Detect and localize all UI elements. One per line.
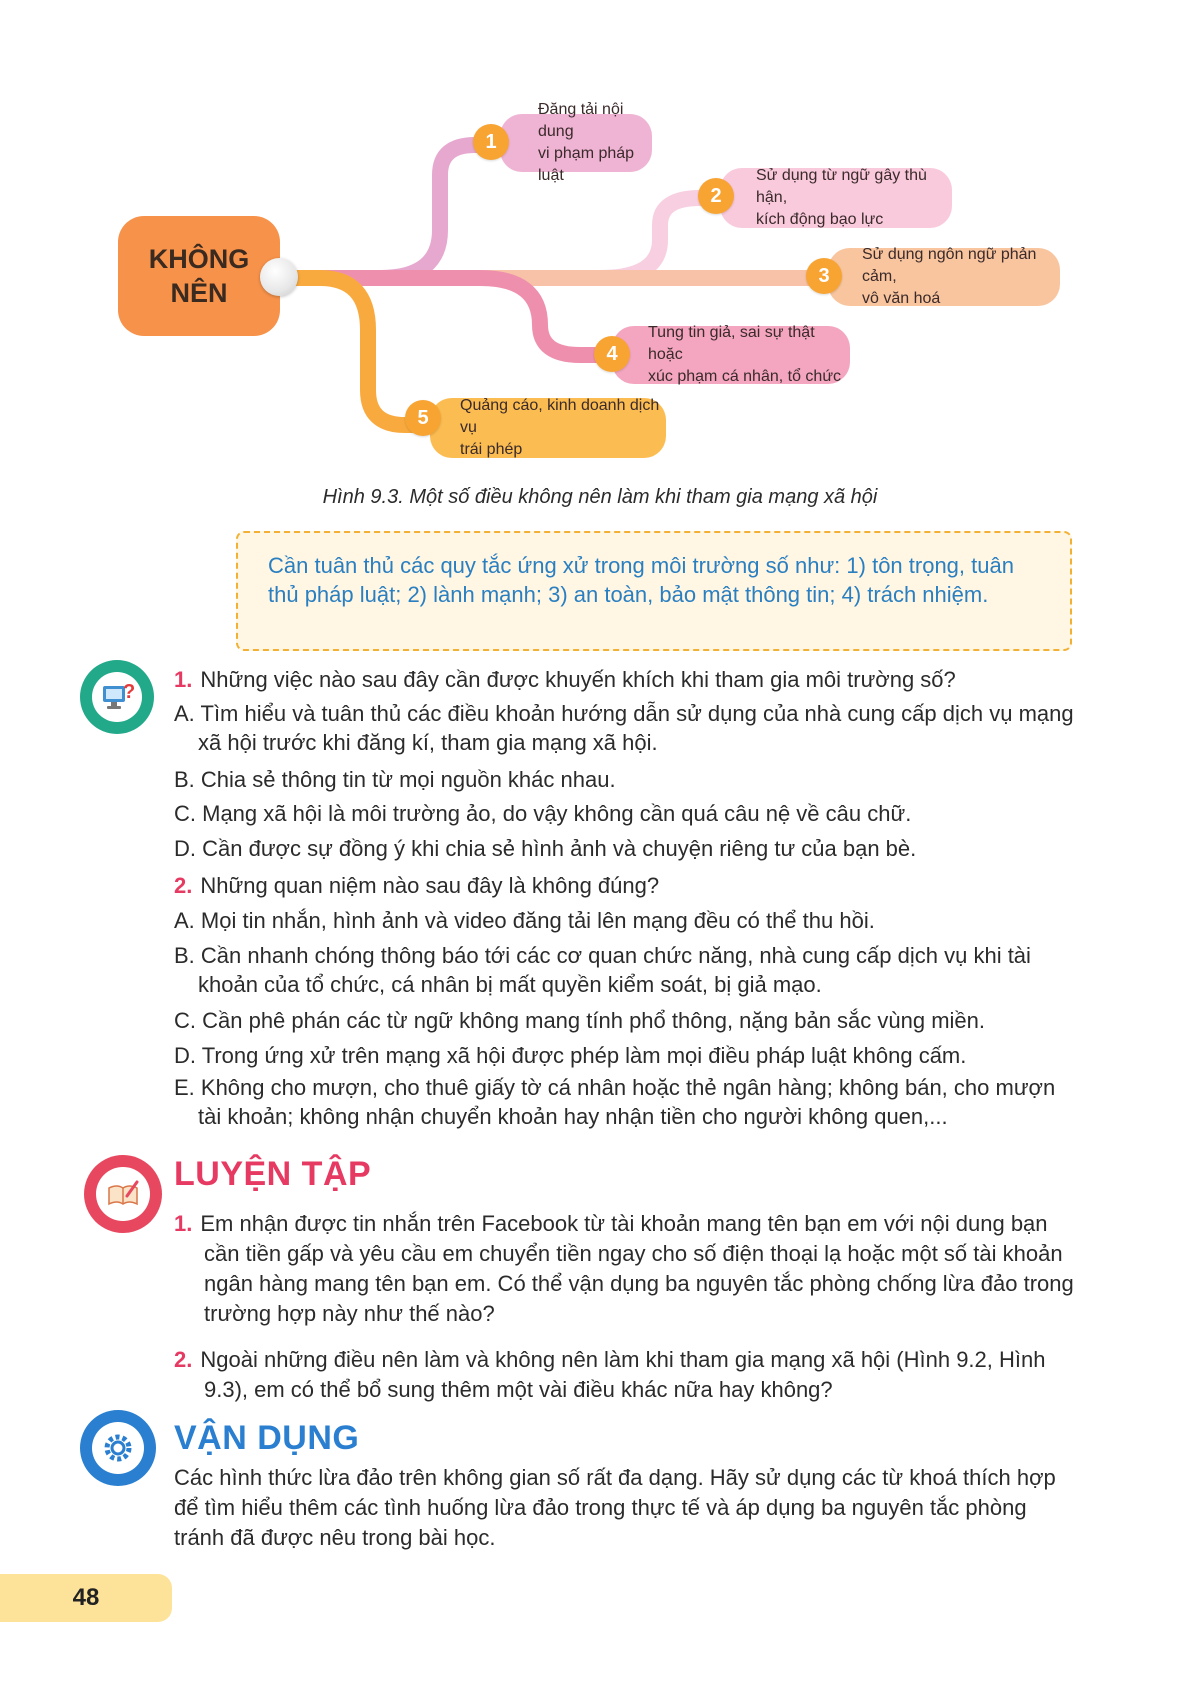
question-2-option-d: D. Trong ứng xử trên mạng xã hội được phép làm mọi điều pháp luật không cấm. <box>174 1043 967 1068</box>
question-1 <box>174 665 1074 694</box>
mindmap-hub <box>260 258 298 296</box>
mindmap-branch-1 <box>500 101 652 184</box>
question-2-option-c: C. Cần phê phán các từ ngữ không mang tính phổ thông, nặng bản sắc vùng miền. <box>174 1008 986 1033</box>
mindmap-branch-5 <box>430 398 666 458</box>
gear-icon <box>92 1422 144 1474</box>
mindmap-figure <box>0 0 1200 520</box>
book-pen-icon <box>96 1167 150 1221</box>
key-note-text: Cần tuân thủ các quy tắc ứng xử trong môi trường số như: 1) tôn trọng, tuân thủ pháp luật; 2) lành mạnh; 3) an toàn, bảo mật thông tin; 4) trách nhiệm. <box>268 553 1014 607</box>
question-1-option-c: C. Mạng xã hội là môi trường ảo, do vậy không cần quá câu nệ về câu chữ. <box>174 801 912 826</box>
practice-item-1 <box>174 1209 1074 1329</box>
mindmap-branch-2 <box>720 168 952 228</box>
branch-5-badge: 5 <box>405 400 441 436</box>
practice-item-2-number: 2. <box>174 1347 193 1372</box>
figure-caption: Hình 9.3. Một số điều không nên làm khi tham gia mạng xã hội <box>322 486 878 508</box>
branch-5-text: Quảng cáo, kinh doanh dịch vụ trái phép <box>460 397 660 458</box>
question-1-option-b: B. Chia sẻ thông tin từ mọi nguồn khác nhau. <box>174 767 616 792</box>
question-1-number: 1. <box>174 667 193 692</box>
branch-3-badge: 3 <box>806 258 842 294</box>
apply-section-icon <box>80 1410 156 1486</box>
svg-text:?: ? <box>123 681 136 703</box>
question-1-option-a: A. Tìm hiểu và tuân thủ các điều khoản hướng dẫn sử dụng của nhà cung cấp dịch vụ mạng xã hội trước khi đăng kí, tham gia mạng xã hội. <box>174 701 1074 755</box>
computer-question-icon <box>92 672 142 722</box>
question-2-option-b: B. Cần nhanh chóng thông báo tới các cơ quan chức năng, nhà cung cấp dịch vụ khi tài khoản của tổ chức, cá nhân bị mất quyền kiểm soát, bị giả mạo. <box>174 943 1031 997</box>
question-2-number: 2. <box>174 873 193 898</box>
page-number-tab <box>0 1574 172 1622</box>
mindmap-root <box>118 216 280 336</box>
question-2-option-e: E. Không cho mượn, cho thuê giấy tờ cá nhân hoặc thẻ ngân hàng; không bán, cho mượn tài khoản; không nhận chuyển khoản hay nhận tiền cho người không quen,... <box>174 1075 1056 1129</box>
practice-title: LUYỆN TẬP <box>174 1155 372 1193</box>
branch-3-text: Sử dụng ngôn ngữ phản cảm, vô văn hoá <box>862 246 1037 307</box>
key-note-box <box>236 531 1072 651</box>
apply-text: Các hình thức lừa đảo trên không gian số rất đa dạng. Hãy sử dụng các từ khoá thích hợp để tìm hiểu thêm các tình huống lừa đảo trong thực tế và áp dụng ba nguyên tắc phòng tránh đã được nêu trong bài học. <box>174 1465 1056 1550</box>
question-2-option-a: A. Mọi tin nhắn, hình ảnh và video đăng tải lên mạng đều có thể thu hồi. <box>174 908 875 933</box>
practice-section-icon <box>84 1155 162 1233</box>
question-1-option-d: D. Cần được sự đồng ý khi chia sẻ hình ảnh và chuyện riêng tư của bạn bè. <box>174 836 917 861</box>
apply-title: VẬN DỤNG <box>174 1419 360 1457</box>
branch-1-text: Đăng tải nội dung vi phạm pháp luật <box>538 101 635 184</box>
branch-4-text: Tung tin giả, sai sự thật hoặc xúc phạm cá nhân, tổ chức <box>648 324 842 385</box>
practice-item-1-text: Em nhận được tin nhắn trên Facebook từ tài khoản mang tên bạn em với nội dung bạn cần tiền gấp và yêu cầu em chuyển tiền ngay cho số điện thoại lạ hoặc một số tài khoản ngân hàng mang tên bạn em. Có thể vận dụng ba nguyên tắc phòng chống lừa đảo trong trường hợp này như thế nào? <box>200 1211 1074 1326</box>
mindmap-branch-4 <box>612 326 850 384</box>
branch-2-text: Sử dụng từ ngữ gây thù hận, kích động bạo lực <box>756 167 927 228</box>
question-1-text: Những việc nào sau đây cần được khuyến khích khi tham gia môi trường số? <box>200 667 956 692</box>
questions-section-icon <box>80 660 154 734</box>
practice-item-2 <box>174 1345 1074 1405</box>
branch-1-badge: 1 <box>473 124 509 160</box>
practice-item-1-number: 1. <box>174 1211 193 1236</box>
branch-4-badge: 4 <box>594 336 630 372</box>
branch-2-badge: 2 <box>698 178 734 214</box>
question-2 <box>174 871 1074 900</box>
mindmap-branch-3 <box>828 248 1060 306</box>
page-number: 48 <box>72 1584 100 1611</box>
question-2-text: Những quan niệm nào sau đây là không đúng? <box>200 873 660 898</box>
mindmap-root-label: KHÔNG NÊN <box>148 244 250 308</box>
practice-item-2-text: Ngoài những điều nên làm và không nên làm khi tham gia mạng xã hội (Hình 9.2, Hình 9.3), em có thể bổ sung thêm một vài điều khác nữa hay không? <box>200 1347 1046 1402</box>
